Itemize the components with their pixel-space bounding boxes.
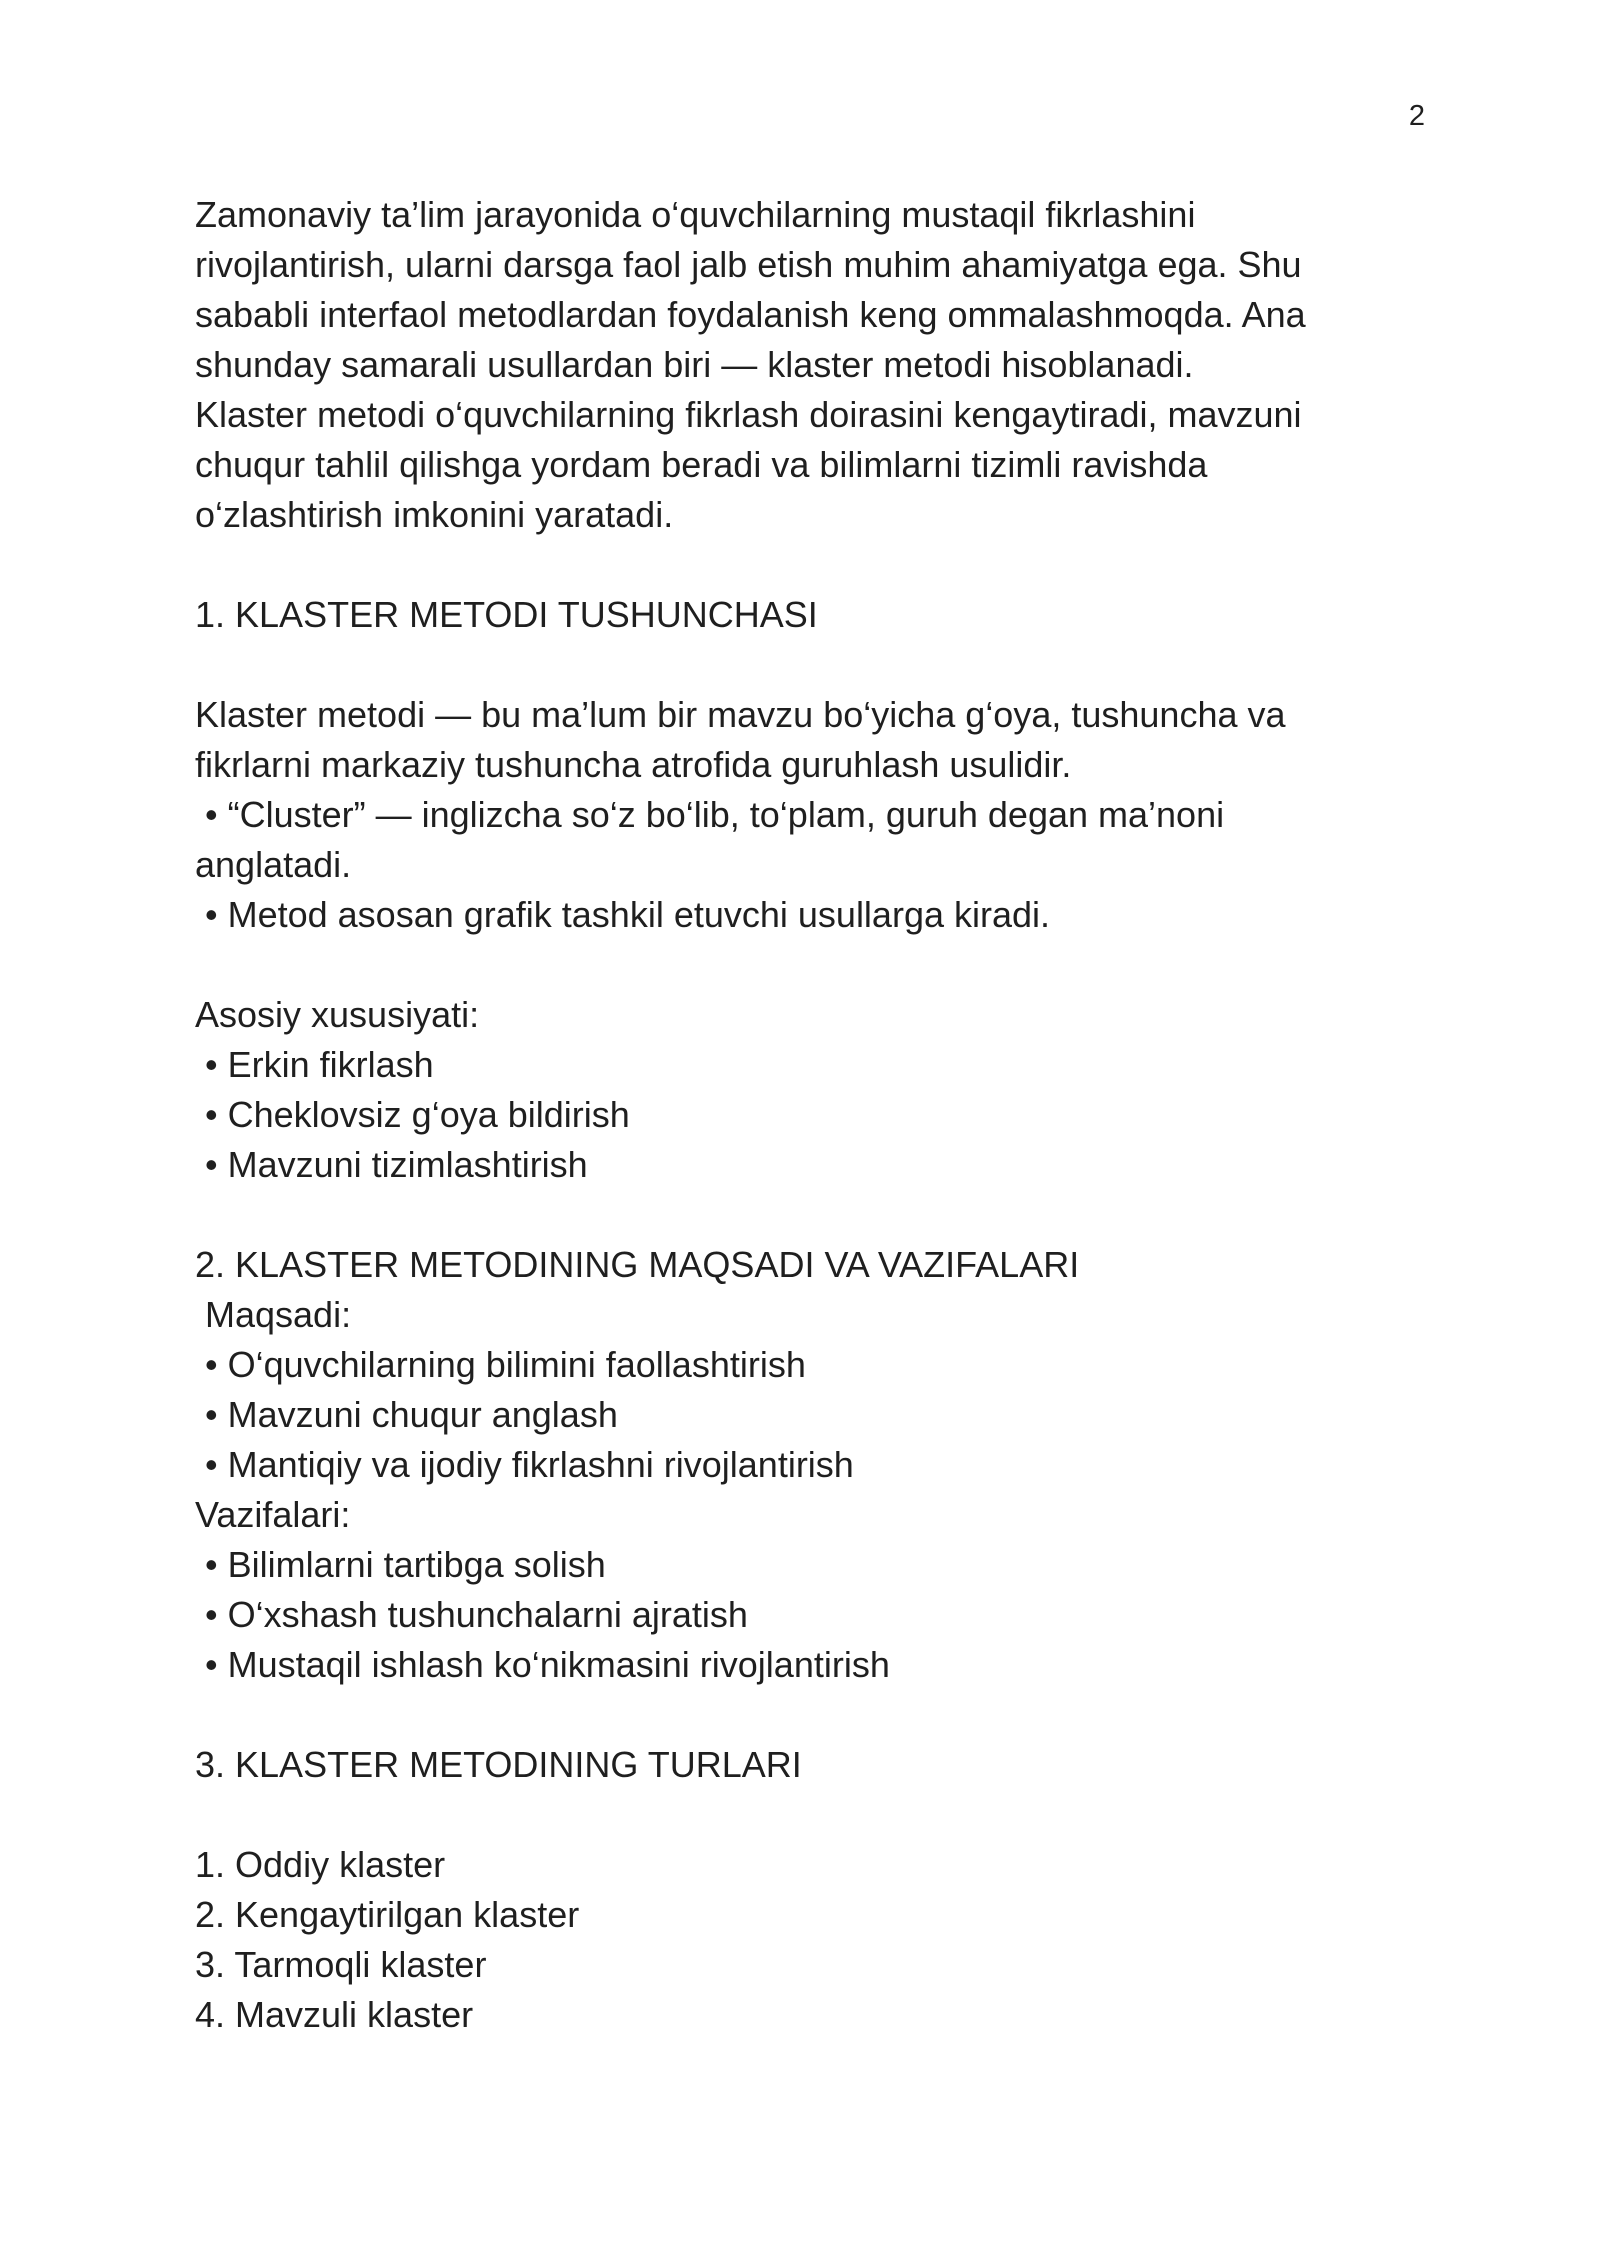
list-label: Asosiy xususiyati: [195,994,480,1035]
spacer [195,1790,1425,1840]
spacer [195,940,1425,990]
numbered-item: 1. Oddiy klaster [195,1844,446,1885]
definition-paragraph [195,690,1425,940]
bullet-item: • Mavzuni chuqur anglash [195,1394,618,1435]
text-line: fikrlarni markaziy tushuncha atrofida guruhlash usulidir. [195,744,1072,785]
bullet-item: • Mantiqiy va ijodiy fikrlashni rivojlantirish [195,1444,854,1485]
text-line: shunday samarali usullardan biri — klaster metodi hisoblanadi. [195,344,1194,385]
document-body [195,190,1425,2040]
text-line: rivojlantirish, ularni darsga faol jalb etish muhim ahamiyatga ega. Shu [195,244,1302,285]
list-label: Vazifalari: [195,1494,351,1535]
section-heading: 1. KLASTER METODI TUSHUNCHASI [195,594,818,635]
bullet-item: • Metod asosan grafik tashkil etuvchi usullarga kiradi. [195,894,1051,935]
text-line: sababli interfaol metodlardan foydalanish keng ommalashmoqda. Ana [195,294,1306,335]
numbered-item: 4. Mavzuli klaster [195,1994,474,2035]
intro-paragraph [195,190,1425,540]
spacer [195,1190,1425,1240]
spacer [195,640,1425,690]
page-number: 2 [1408,100,1425,132]
features-list [195,990,1425,1190]
numbered-item: 2. Kengaytirilgan klaster [195,1894,580,1935]
spacer [195,1690,1425,1740]
text-line: Klaster metodi — bu ma’lum bir mavzu bo‘yicha g‘oya, tushuncha va [195,694,1286,735]
bullet-item: • O‘xshash tushunchalarni ajratish [195,1594,748,1635]
bullet-item: • “Cluster” — inglizcha so‘z bo‘lib, to‘plam, guruh degan ma’noni [195,794,1225,835]
section-heading: 3. KLASTER METODINING TURLARI [195,1744,802,1785]
section-heading: 2. KLASTER METODINING MAQSADI VA VAZIFALARI [195,1244,1080,1285]
text-line: chuqur tahlil qilishga yordam beradi va bilimlarni tizimli ravishda [195,444,1208,485]
text-line: Zamonaviy ta’lim jarayonida o‘quvchilarning mustaqil fikrlashini [195,194,1196,235]
bullet-item: • Mustaqil ishlash ko‘nikmasini rivojlantirish [195,1644,890,1685]
numbered-item: 3. Tarmoqli klaster [195,1944,487,1985]
goals-list [195,1290,1425,1490]
spacer [195,540,1425,590]
text-line: anglatadi. [195,844,352,885]
bullet-item: • Erkin fikrlash [195,1044,434,1085]
bullet-item: • Bilimlarni tartibga solish [195,1544,606,1585]
text-line: Klaster metodi o‘quvchilarning fikrlash doirasini kengaytiradi, mavzuni [195,394,1302,435]
types-list [195,1840,1425,2040]
bullet-item: • Mavzuni tizimlashtirish [195,1144,588,1185]
text-line: o‘zlashtirish imkonini yaratadi. [195,494,674,535]
tasks-list [195,1490,1425,1690]
list-label: Maqsadi: [195,1294,352,1335]
bullet-item: • O‘quvchilarning bilimini faollashtirish [195,1344,806,1385]
bullet-item: • Cheklovsiz g‘oya bildirish [195,1094,630,1135]
